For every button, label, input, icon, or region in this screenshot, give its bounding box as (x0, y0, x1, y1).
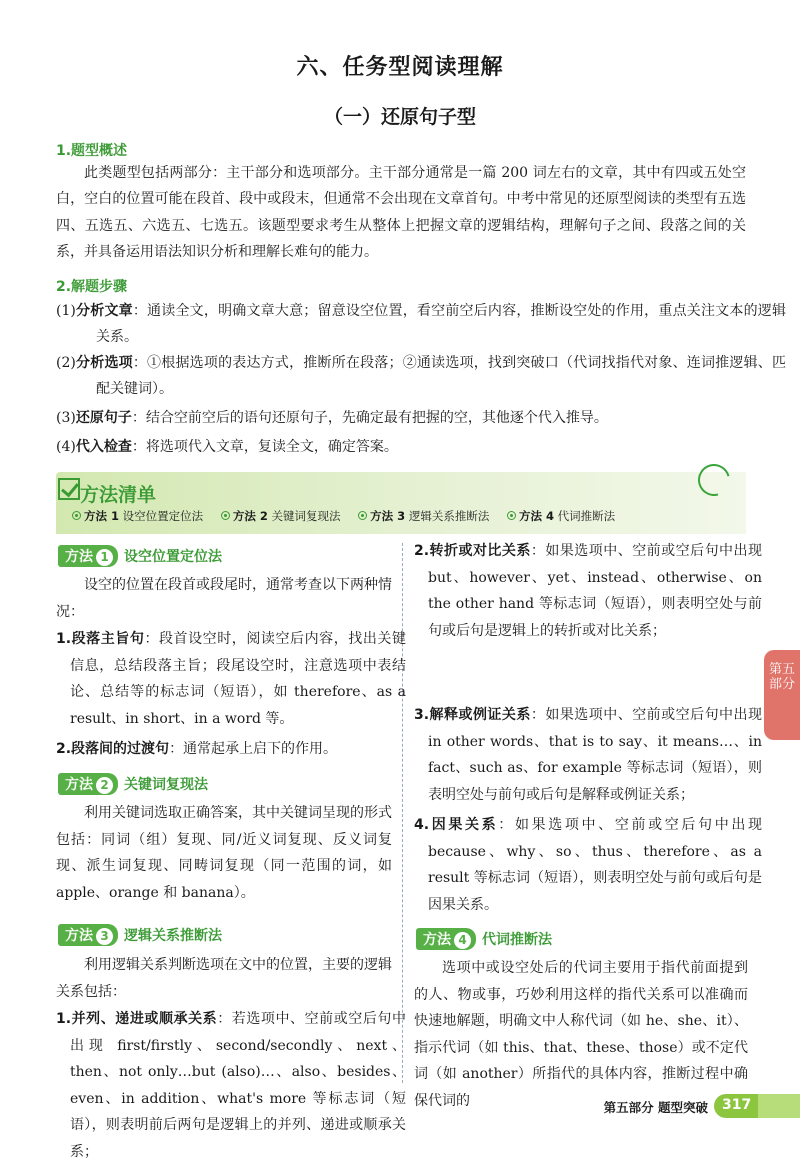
method-3-item: 2.转折或对比关系：如果选项中、空前或空后句中出现 but、however、yet、instead、otherwise、on the other hand 等标志词（短语），则表明空处与前句或后句是逻辑上的转折或对比关系； (414, 543, 763, 639)
method-list (72, 508, 629, 524)
method-1-intro: 设空的位置在段首或段尾时，通常考查以下两种情况： (56, 577, 392, 620)
method-badge: 方法 4 (416, 928, 476, 950)
method-badge: 方法 2 (58, 773, 118, 795)
method-3-item: 3.解释或例证关系：如果选项中、空前或空后句中出现 in other words、that is to say、it means…、in fact、such as、for example 等标志词（短语），则表明空处与前句或后句是解释或例证关系； (414, 707, 763, 803)
method-2-tag: 方法 2 关键词复现法 (58, 773, 208, 795)
bullet-icon (358, 511, 367, 520)
page-number-badge (714, 1094, 800, 1118)
method-list-item: 方法 2 关键词复现法 (221, 509, 341, 523)
method-list-title: 方法清单 (80, 484, 157, 506)
method-badge: 方法 1 (58, 545, 118, 567)
page-title: 六、任务型阅读理解 (296, 55, 504, 80)
column-divider (402, 543, 403, 1083)
method-list-item: 方法 4 代词推断法 (507, 509, 615, 523)
overview-paragraph: 此类题型包括两部分：主干部分和选项部分。主干部分通常是一篇 200 词左右的文章，其中有四或五处空白，空白的位置可能在段首、段中或段末，但通常不会出现在文章首句。中考中常见的还原型阅读的类型有五选四、五选五、六选五、七选五。该题型要求考生从整体上把握文章的逻辑结构，理解句子之间、段落之间的关系，并具备运用语法知识分析和理解长难句的能力。 (56, 165, 746, 261)
method-1-item: 1.段落主旨句：段首设空时，阅读空后内容，找出关键信息，总结段落主旨；段尾设空时，注意选项中表结论、总结等的标志词（短语），如 therefore、as a result、in short、in a word 等。 (56, 631, 406, 727)
step-item: (4)代入检查：将选项代入文章，复读全文，确定答案。 (56, 439, 398, 455)
method-1-tag: 方法 1 设空位置定位法 (58, 545, 222, 567)
method-3-item: 4.因果关系：如果选项中、空前或空后句中出现 because、why、so、thus、therefore、as a result 等标志词（短语），则表明空处与前句或后句是因果关系。 (414, 817, 762, 913)
bullet-icon (72, 511, 81, 520)
section-side-tab: 第五部分 (764, 650, 800, 740)
page-subtitle: （一）还原句子型 (323, 106, 476, 128)
method-list-item: 方法 1 设空位置定位法 (72, 509, 203, 523)
bullet-icon (507, 511, 516, 520)
method-2-paragraph: 利用关键词选取正确答案，其中关键词呈现的形式包括：同词（组）复现、同/近义词复现、反义词复现、派生词复现、同畴词复现（同一范围的词，如 apple、orange 和 banana）。 (56, 805, 392, 901)
bullet-icon (221, 511, 230, 520)
step-item: (3)还原句子：结合空前空后的语句还原句子，先确定最有把握的空，其他逐个代入推导。 (56, 410, 608, 426)
method-4-paragraph: 选项中或设空处后的代词主要用于指代前面提到的人、物或事，巧妙利用这样的指代关系可以准确而快速地解题，明确文中人称代词（如 he、she、it）、指示代词（如 this、that、these、those）或不定代词（如 another）所指代的具体内容，推断过程中确保代词的 (414, 960, 748, 1109)
footer-section-label: 第五部分 题型突破 (603, 1100, 708, 1115)
method-3-tag: 方法 3 逻辑关系推断法 (58, 924, 222, 946)
method-list-banner (56, 472, 746, 534)
checkbox-icon (58, 478, 80, 500)
method-3-intro: 利用逻辑关系判断选项在文中的位置，主要的逻辑关系包括： (56, 957, 392, 1000)
step-item: (2)分析选项：①根据选项的表达方式，推断所在段落；②通读选项，找到突破口（代词找指代对象、连词推逻辑、匹配关键词）。 (56, 355, 786, 397)
method-4-tag: 方法 4 代词推断法 (416, 928, 552, 950)
page-number: 317 (722, 1097, 752, 1113)
section-heading-overview: 1.题型概述 (56, 143, 128, 159)
step-item: (1)分析文章：通读全文，明确文章大意；留意设空位置，看空前空后内容，推断设空处的作用，重点关注文本的逻辑关系。 (56, 303, 786, 345)
method-badge: 方法 3 (58, 924, 118, 946)
method-1-item: 2.段落间的过渡句：通常起承上启下的作用。 (56, 741, 338, 757)
method-3-item: 1.并列、递进或顺承关系：若选项中、空前或空后句中出现 first/firstly、second/secondly、next、then、not only…but (also)…、also、besides、even、in addition、what's more 等标志词（短语），则表明前后两句是逻辑上的并列、递进或顺承关系； (56, 1011, 406, 1160)
method-list-item: 方法 3 逻辑关系推断法 (358, 509, 489, 523)
section-heading-steps: 2.解题步骤 (56, 279, 128, 295)
